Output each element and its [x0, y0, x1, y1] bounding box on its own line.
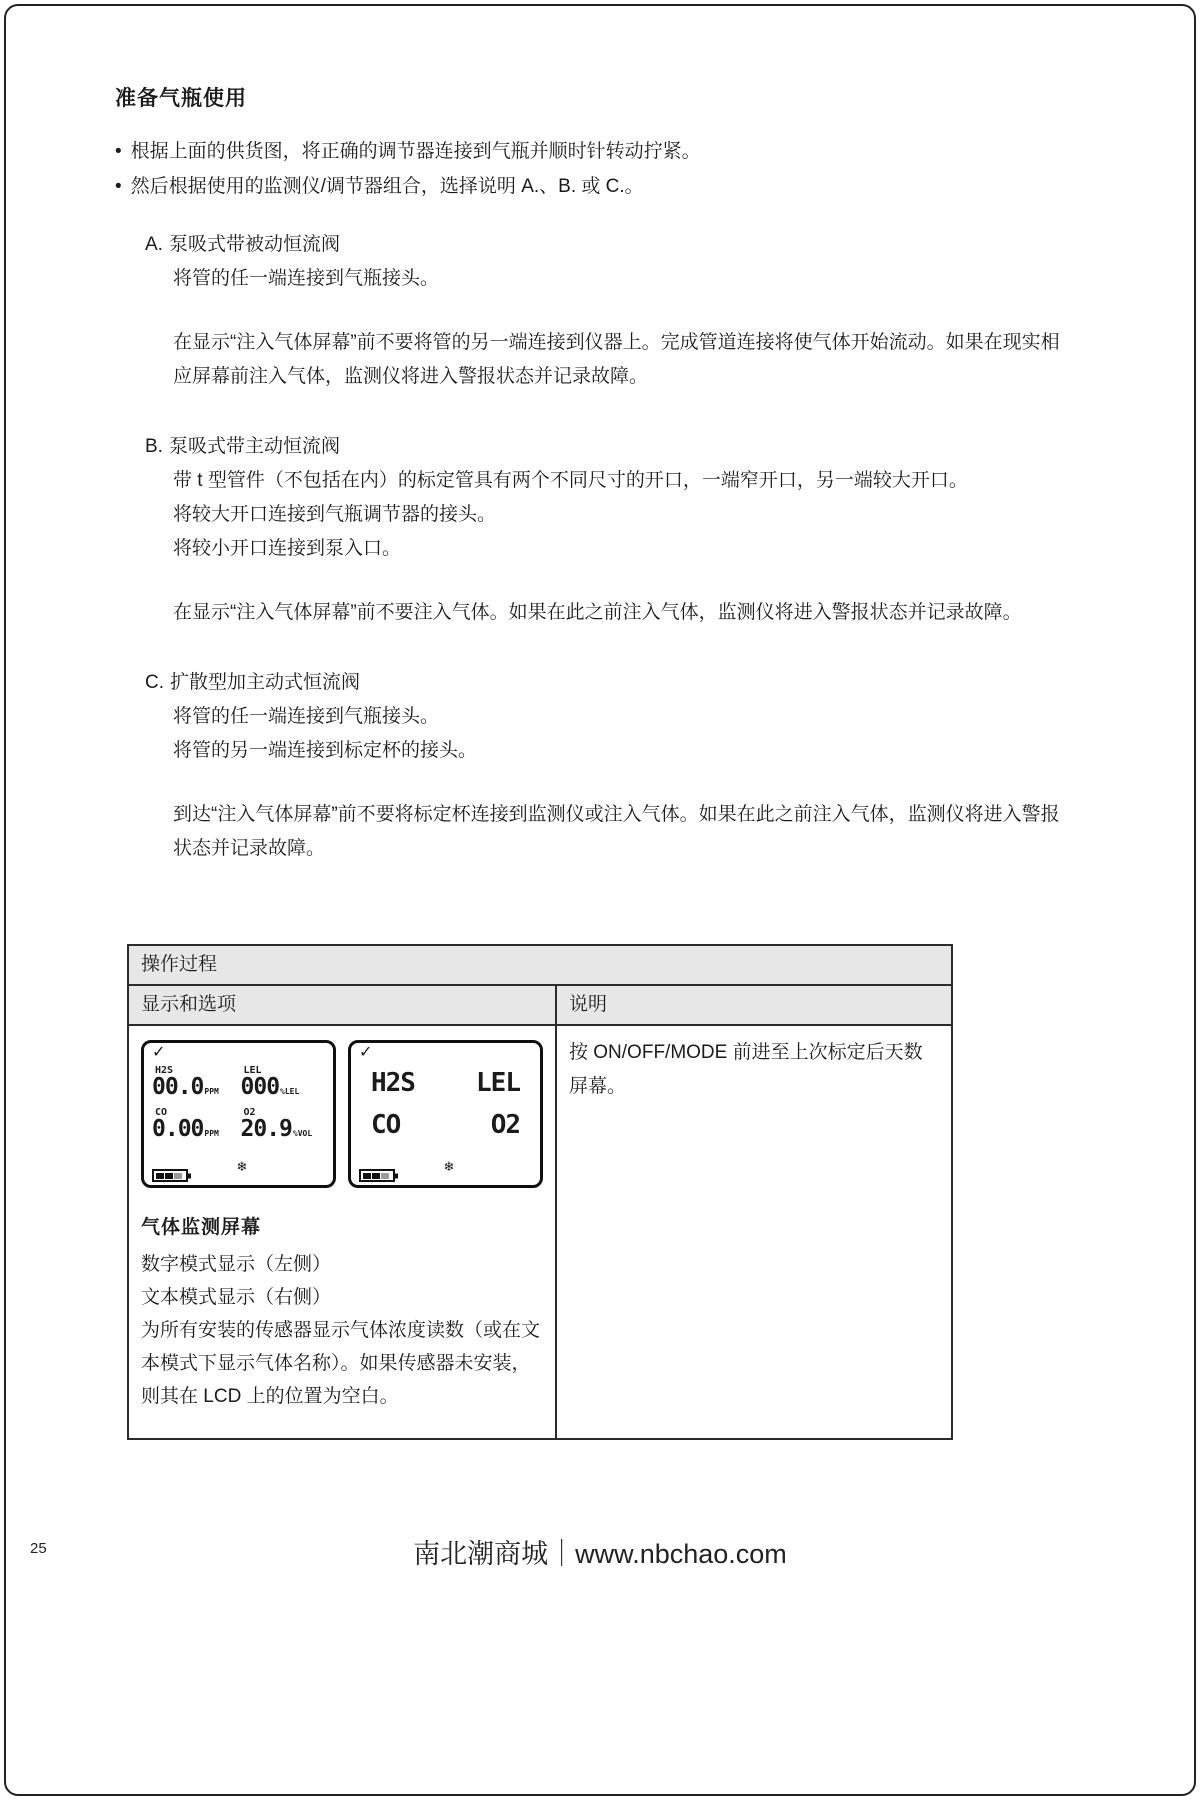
section-title: 泵吸式带被动恒流阀	[168, 234, 340, 255]
section-note: 到达“注入气体屏幕”前不要将标定杯连接到监测仪或注入气体。如果在此之前注入气体，监测仪将进入警报状态并记录故障。	[173, 804, 1060, 859]
battery-icon	[152, 1169, 188, 1182]
gas-name: CO	[371, 1110, 401, 1140]
table-header-row	[129, 986, 951, 1026]
gas-value-row	[152, 1116, 219, 1142]
section-step: 将较小开口连接到泵入口。	[173, 538, 402, 559]
battery-icon	[359, 1169, 395, 1182]
section-step: 将管的另一端连接到标定杯的接头。	[173, 740, 478, 761]
instruction-text: 按 ON/OFF/MODE 前进至上次标定后天数屏幕。	[569, 1042, 923, 1097]
section-heading	[145, 430, 1090, 464]
section-step: 带 t 型管件（不包括在内）的标定管具有两个不同尺寸的开口，一端窄开口，另一端较大开口。	[173, 470, 968, 491]
gas-reading-o2	[241, 1107, 326, 1145]
lcd-screens	[141, 1040, 543, 1188]
section-c	[115, 666, 1090, 866]
lcd-numeric-mode	[141, 1040, 336, 1188]
page-title: 准备气瓶使用	[115, 87, 247, 110]
section-heading	[145, 228, 1090, 262]
gas-readings-grid	[152, 1065, 325, 1145]
column-header-description: 说明	[557, 986, 951, 1026]
caption-line: 文本模式显示（右侧）	[141, 1287, 332, 1308]
snowflake-icon: ❄	[443, 1159, 455, 1174]
section-heading	[145, 666, 1090, 700]
screen-caption	[141, 1212, 543, 1413]
column-header-display: 显示和选项	[129, 986, 557, 1026]
snowflake-icon: ❄	[236, 1159, 248, 1174]
section-body	[145, 700, 1090, 866]
section-note: 在显示“注入气体屏幕”前不要注入气体。如果在此之前注入气体，监测仪将进入警报状态并记录故障。	[173, 602, 1022, 623]
section-step: 将管的任一端连接到气瓶接头。	[173, 268, 440, 289]
lcd-text-mode	[348, 1040, 543, 1188]
section-a	[115, 228, 1090, 394]
section-title: 扩散型加主动式恒流阀	[170, 672, 361, 693]
gas-label: H2S	[155, 1065, 174, 1076]
gas-value: 0.00	[152, 1116, 204, 1142]
page-number: 25	[30, 1540, 47, 1557]
gas-value: 000	[240, 1074, 280, 1100]
gas-label: CO	[155, 1107, 168, 1118]
gas-unit: PPM	[204, 1129, 219, 1138]
section-label: B.	[145, 436, 163, 457]
gas-value-row	[241, 1116, 313, 1142]
gas-label: O2	[243, 1107, 256, 1118]
procedure-table	[127, 944, 953, 1440]
gas-name: O2	[490, 1110, 520, 1140]
section-step: 将较大开口连接到气瓶调节器的接头。	[173, 504, 497, 525]
section-b	[115, 430, 1090, 630]
gas-reading-lel	[241, 1065, 326, 1103]
section-step: 将管的任一端连接到气瓶接头。	[173, 706, 440, 727]
section-body	[145, 262, 1090, 394]
description-cell	[557, 1026, 951, 1438]
bullet-item	[115, 134, 1090, 169]
gas-value: 20.9	[240, 1116, 292, 1142]
table-title: 操作过程	[129, 946, 951, 986]
caption-title: 气体监测屏幕	[141, 1217, 262, 1238]
bullet-text: 根据上面的供货图，将正确的调节器连接到气瓶并顺时针转动拧紧。	[130, 141, 701, 162]
gas-name-row	[359, 1070, 532, 1096]
caption-line: 数字模式显示（左侧）	[141, 1254, 332, 1275]
footer-site-text: 南北潮商城｜www.nbchao.com	[413, 1539, 787, 1569]
caption-line: 为所有安装的传感器显示气体浓度读数（或在文本模式下显示气体名称）。如果传感器未安装，则其在 LCD 上的位置为空白。	[141, 1320, 541, 1407]
check-icon: ✓	[152, 1044, 166, 1061]
gas-reading-co	[152, 1107, 237, 1145]
gas-unit: %LEL	[280, 1087, 300, 1096]
table-body-row	[129, 1026, 951, 1438]
lcd-status-bar	[359, 1159, 532, 1179]
display-options-cell	[129, 1026, 557, 1438]
gas-reading-h2s	[152, 1065, 237, 1103]
bullet-marker: •	[115, 176, 122, 197]
document-content	[115, 82, 1090, 1440]
lcd-status-bar	[152, 1159, 325, 1179]
gas-unit: %VOL	[292, 1129, 313, 1138]
section-body	[145, 464, 1090, 630]
gas-value: 00.0	[152, 1074, 204, 1100]
check-icon: ✓	[359, 1044, 373, 1061]
page-footer	[0, 1532, 1200, 1571]
gas-name: LEL	[476, 1068, 520, 1098]
section-label: A.	[145, 234, 163, 255]
bullet-marker: •	[115, 141, 122, 162]
bullet-text: 然后根据使用的监测仪/调节器组合，选择说明 A.、B. 或 C.。	[130, 176, 644, 197]
gas-name: H2S	[371, 1068, 415, 1098]
table-title-row	[129, 946, 951, 986]
gas-value-row	[241, 1074, 300, 1100]
gas-unit: PPM	[204, 1087, 219, 1096]
gas-value-row	[152, 1074, 219, 1100]
gas-name-row	[359, 1112, 532, 1138]
section-note: 在显示“注入气体屏幕”前不要将管的另一端连接到仪器上。完成管道连接将使气体开始流动。如果在现实相应屏幕前注入气体，监测仪将进入警报状态并记录故障。	[173, 332, 1060, 387]
section-label: C.	[145, 672, 164, 693]
instruction-sections	[115, 228, 1090, 866]
gas-name-rows	[359, 1070, 532, 1138]
section-title: 泵吸式带主动恒流阀	[168, 436, 340, 457]
bullet-item	[115, 169, 1090, 204]
gas-label: LEL	[243, 1065, 262, 1076]
